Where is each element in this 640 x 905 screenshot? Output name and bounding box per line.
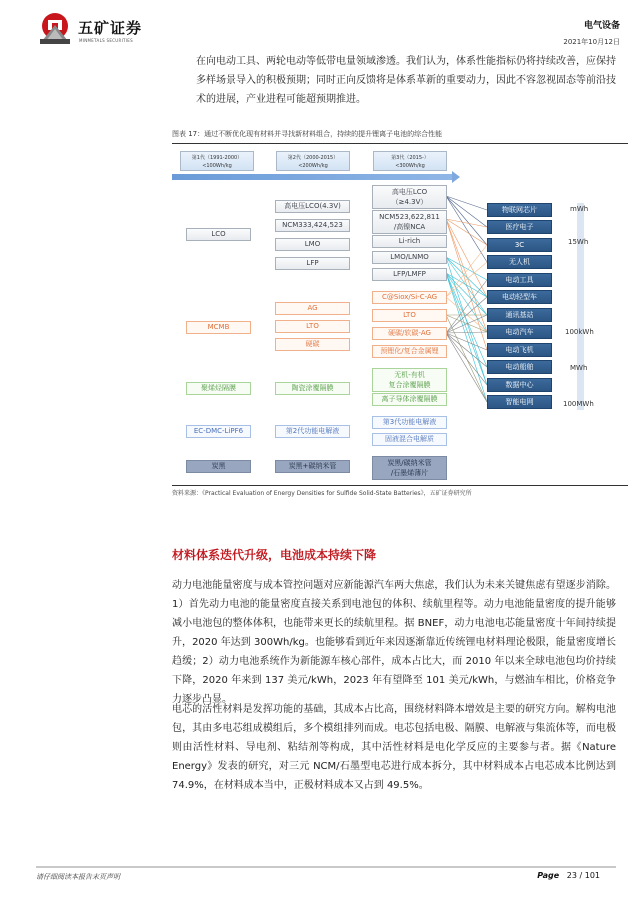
material-box: 聚烯烃隔膜 (186, 382, 251, 395)
application-box: 电动船舶 (487, 360, 552, 374)
gen-label: 第2代（2000-2015） (287, 155, 339, 161)
material-box: LMO (275, 238, 350, 251)
page-number: 23 / 101 (566, 871, 600, 880)
material-box: C@Siox/Si-C-AG (372, 291, 447, 304)
figure-caption: 图表 17：通过不断优化现有材料并寻找新材料组合，持续的提升锂离子电池的综合性能 (172, 130, 443, 138)
material-box: LFP (275, 257, 350, 270)
scale-label: 100kWh (565, 328, 594, 336)
application-box: 电动飞机 (487, 343, 552, 357)
application-box: 电动汽车 (487, 325, 552, 339)
material-box: 高电压LCO(4.3V) (275, 200, 350, 213)
gen-label: 第1代（1991-2000） (191, 155, 243, 161)
material-box (372, 185, 447, 209)
application-box: 医疗电子 (487, 220, 552, 234)
material-box: EC-DMC-LiPF6 (186, 425, 251, 438)
material-box (372, 456, 447, 480)
material-box: 预锂化/复合金属锂 (372, 345, 447, 358)
box-line: NCM523,622,811 (379, 213, 440, 221)
material-box: 离子导体涂覆隔膜 (372, 393, 447, 406)
body-paragraph: 动力电池能量密度与成本管控问题对应新能源汽车两大焦虑，我们认为未来关键焦虑有望逐步消除。1）首先动力电池的能量密度直接关系到电池包的体积、续航里程等。动力电池能量密度的提升能够减小电池包的整体体积，也能带来更长的续航里程。据 BNEF，动力电池电芯能量密度十年间持续提升，2020 年达到 300Wh/kg。也能够看到近年来因逐渐靠近传统锂电材料理论极限，能量密度增长趋缓；2）动力电池系统作为新能源车核心部件，成本占比大，而 2010 年以来全球电池包均价持续下降，2020 年来到 137 美元/kWh，2023 年有望降至 101 美元/kWh，与燃油车相比，价格竞争力逐步凸显。 (172, 580, 616, 705)
material-box: Li-rich (372, 235, 447, 248)
box-line: 高电压LCO (391, 188, 428, 196)
page-label: Page (537, 871, 560, 880)
box-line: （≥4.3V） (391, 198, 428, 206)
application-box: 物联网芯片 (487, 203, 552, 217)
material-box: MCMB (186, 321, 251, 334)
page-indicator (537, 871, 600, 880)
box-line: 复合涂覆隔膜 (388, 381, 431, 389)
scale-label: MWh (570, 364, 588, 372)
application-box: 3C (487, 238, 552, 252)
box-line: /高镍NCA (393, 223, 426, 231)
box-line: 无机-有机 (394, 371, 425, 379)
gen-density: <200Wh/kg (298, 163, 328, 169)
company-name: 五矿证券 (78, 19, 143, 37)
application-box: 通讯基站 (487, 308, 552, 322)
material-box: LMO/LNMO (372, 251, 447, 264)
material-box: 硬碳/软碳-AG (372, 327, 447, 340)
box-line: 炭黑/碳纳米管 (387, 459, 432, 467)
application-box: 数据中心 (487, 378, 552, 392)
energy-scale-bar (577, 203, 584, 410)
gen-density: <100Wh/kg (202, 163, 232, 169)
footer-disclaimer: 请仔细阅读本报告末页声明 (36, 873, 120, 881)
intro-paragraph: 在向电动工具、两轮电动等低带电量领域渗透。我们认为，体系性能指标仍将持续改善，应保持多样场景导入的积极预期；同时正向反馈将是体系革新的重要动力，因此不容忽视固态等前沿技术的进展，产业进程可能超预期推进。 (196, 56, 616, 105)
gen-label: 第3代（2015-） (391, 155, 429, 161)
material-box: LCO (186, 228, 251, 241)
company-name-en: MINMETALS SECURITIES (79, 38, 133, 43)
gen-density: <300Wh/kg (395, 163, 425, 169)
material-box: 固液混合电解质 (372, 433, 447, 446)
application-box: 电动轻型车 (487, 290, 552, 304)
material-box: LTO (275, 320, 350, 333)
scale-label: 100MWh (563, 400, 594, 408)
application-box: 智能电网 (487, 395, 552, 409)
box-line: /石墨烯薄片 (390, 469, 429, 477)
report-date: 2021年10月12日 (563, 38, 620, 46)
application-box: 电动工具 (487, 273, 552, 287)
figure-source: 资料来源：《Practical Evaluation of Energy Densities for Sulfide Solid-State Batteries》，五矿证券研究所 (172, 490, 472, 497)
material-box: 陶瓷涂覆隔膜 (275, 382, 350, 395)
material-box: 第3代功能电解液 (372, 416, 447, 429)
scale-label: mWh (570, 205, 589, 213)
material-box: AG (275, 302, 350, 315)
material-box: 炭黑 (186, 460, 251, 473)
material-box: LFP/LMFP (372, 268, 447, 281)
material-box (372, 368, 447, 392)
material-box (372, 210, 447, 234)
material-box: 第2代功能电解液 (275, 425, 350, 438)
footer-rule (36, 866, 616, 868)
body-paragraph: 电芯的活性材料是发挥功能的基础，其成本占比高，围绕材料降本增效是主要的研究方向。解构电池包，其由多电芯组成模组后，多个模组排列而成。电芯包括电极、隔膜、电解液与集流体等，而电极则由活性材料、导电剂、粘结剂等构成，其中活性材料是电化学反应的主要参与者。据《Nature Energy》发表的研究，对三元 NCM/石墨型电芯进行成本拆分，其中材料成本占电芯成本比例达到 74.9%，在材料成本当中，正极材料成本又占到 49.5%。 (172, 704, 616, 791)
material-box: LTO (372, 309, 447, 322)
material-box: 硬碳 (275, 338, 350, 351)
material-box: NCM333,424,523 (275, 219, 350, 232)
scale-label: 15Wh (568, 238, 589, 246)
application-box: 无人机 (487, 255, 552, 269)
figure-bottom-rule (172, 485, 628, 486)
report-sector: 电气设备 (583, 21, 620, 31)
section-title: 材料体系迭代升级，电池成本持续下降 (172, 548, 377, 562)
material-box: 炭黑+碳纳米管 (275, 460, 350, 473)
